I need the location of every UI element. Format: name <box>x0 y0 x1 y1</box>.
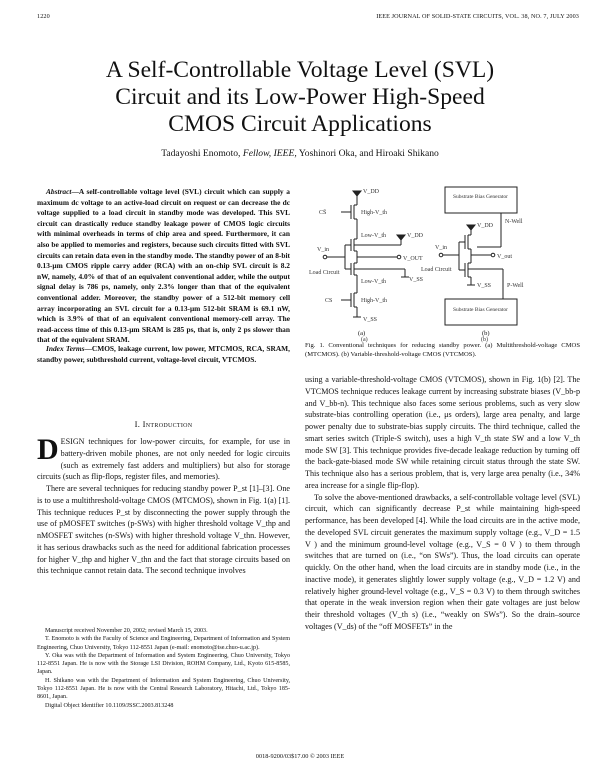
fig-a-sublabel: (a) <box>361 337 368 343</box>
title-line-1: A Self-Controllable Voltage Level (SVL) <box>105 57 495 83</box>
copyright-footer: 0018-9200/03$17.00 © 2003 IEEE <box>255 753 345 760</box>
section-heading-introduction <box>37 419 290 429</box>
fig-a-vdd-label: V_DD <box>363 189 379 195</box>
footnote-manuscript: Manuscript received November 20, 2002; revised March 15, 2003. <box>45 628 208 634</box>
fig-a-cs-label: CS <box>325 298 333 304</box>
fig-a-load-circuit-label: Load Circuit <box>309 270 340 276</box>
section-number: I. <box>134 419 141 429</box>
footnotes <box>37 627 290 710</box>
section-title: Introduction <box>142 419 193 429</box>
index-terms <box>37 344 290 365</box>
fig-b-nwell-label: N-Well <box>505 219 523 225</box>
fig-b-bottom-box-label: Substrate Bias Generator <box>453 307 508 313</box>
author-1-title: Fellow, IEEE, <box>242 148 297 159</box>
fig-b-vdd-label: V_DD <box>477 223 493 229</box>
intro-paragraph-1: ESIGN techniques for low-power circuits, for example, for use in battery-driven mobile phones, are not only needed for logic circuits (such as extremely fast adders and multipliers) but also for storage circuits (such as flip-flops, register files, and memories). <box>37 437 290 482</box>
fig-a-vss-label: V_SS <box>363 317 378 323</box>
fig-b-load-circuit-label: Load Circuit <box>421 267 452 273</box>
footnote-author-1: T. Enomoto is with the Faculty of Science and Engineering, Department of Information and System Engineering, Chuo University, Tokyo 112-8551 Japan (e-mail: enomoto@ise.chuo-u.ac.jp). <box>37 636 290 651</box>
figure-1-caption: Fig. 1. Conventional techniques for reducing standby power. (a) Multithreshold-voltage CMOS (MTCMOS). (b) Variable-threshold-voltage CMOS (VTCMOS). <box>305 342 580 358</box>
fig-b-vin-label: V_in <box>435 245 447 251</box>
fig-a-csbar-label: CS̄ <box>319 210 327 216</box>
journal-running-head: IEEE JOURNAL OF SOLID-STATE CIRCUITS, VOL. 38, NO. 7, JULY 2003 <box>376 13 579 20</box>
fig-a-vbn-label: V_SS <box>409 277 424 283</box>
abstract-text: —A self-controllable voltage level (SVL) circuit which can supply a maximum dc voltage to an active-load circuit on request or can decrease the dc voltage supplied to a load circuit in standby mode was developed. This SVL circuit can drastically reduce standby leakage power of CMOS logic circuits with minimal overheads in terms of chip area and speed. Furthermore, it can also be applied to memories and registers, because such circuits fitted with SVL circuits can retain data even in the standby mode. The standby power of an 8-bit 0.13-μm CMOS ripple carry adder (RCA) with an on-chip SVL circuit is 8.2 nW, namely, 4.0% of that of an equivalent conventional adder, while the output signal delay is 786 ps, namely, only 2.3% longer than that of the equivalent conventional adder. Moreover, the standby power of a 512-bit memory cell array incorporating an SVL circuit for a 0.13-μm 512-bit SRAM is 69.1 nW, which is 3.9% of that of an equivalent conventional memory-cell array. The read-access time of this 0.13-μm SRAM is 285 ps, that is, only 2 ps slower than that of the equivalent SRAM. <box>37 187 291 345</box>
fig-a-high-vth-p-label: High-V_th <box>361 210 387 216</box>
right-column-body <box>305 374 580 633</box>
other-authors: Yoshinori Oka, and Hiroaki Shikano <box>298 148 439 159</box>
index-terms-text: —CMOS, leakage current, low power, MTCMOS, RCA, SRAM, standby power, subthreshold current, voltage-level circuit, VTCMOS. <box>37 344 290 364</box>
figure-1a-label: (a) <box>358 330 366 337</box>
drop-cap: D <box>37 433 59 466</box>
paragraph-vtcmos: using a variable-threshold-voltage CMOS (VTCMOS), shown in Fig. 1(b) [2]. The VTCMOS technique reduces leakage current by increasing substrate biases (V_bb-p and V_bb-n). This technique also faces some serious problems, such as very slow substrate-bias controlling operation (i.e., μs orders), large area penalty, and large power penalty due to substrate-bias supply circuits. The third technique, called the smart series switch (Triple-S switch), uses a high V_th state SW and a low V_th mode SW [3]. This technique provides five-decade leakage reduction by turning off the back-gate-biased mode SW while retaining circuit status through the state SW. This technique also has a serious problem, that is, very large area penalty (i.e., 34% area increase for a single flip-flop). <box>305 375 580 490</box>
page-number: 1220 <box>37 13 50 20</box>
fig-b-top-box-label: Substrate Bias Generator <box>453 194 508 200</box>
paper-title <box>0 57 600 138</box>
abstract-label: Abstract <box>46 187 72 196</box>
footnote-doi: Digital Object Identifier 10.1109/JSSC.2003.813248 <box>45 702 174 709</box>
figure-1 <box>305 183 580 343</box>
fig-b-sublabel: (b) <box>481 337 488 343</box>
paragraph-svl: To solve the above-mentioned drawbacks, a self-controllable voltage level (SVL) circuit, which can significantly decrease P_st while maintaining high-speed performance, has been developed [4]. While the load circuits are in the active mode, the developed SVL circuit generates the maximum supply voltage (e.g., V_D = 1.5 V ) and the minimum ground-level voltage (e.g., V_S = 0 V ) to them through switches that are turned on (i.e., “on SWs”). Thus, the load circuits can operate quickly. On the other hand, when the load circuits are in standby mode (i.e., in the inactive mode), it generates slightly lower supply voltage (e.g., V_D = 1.2 V) and relatively higher ground-level voltage (e.g., V_S = 0.3 V) to them through switches that operate in the weak inversion region when their gate voltages are just below their threshold voltages (V_th s) (i.e., “weakly on SWs”). So the drain–source voltages (V_ds) of the “off MOSFETs” in the <box>305 492 580 631</box>
fig-a-low-vth-p-label: Low-V_th <box>361 233 386 239</box>
footnote-author-3: H. Shikano was with the Department of Information and System Engineering, Chuo University, Tokyo 112-8551 Japan. He is now with the Central Research Laboratory, Hitachi, Ltd., Tokyo 185-8601, Japan. <box>37 677 290 701</box>
fig-a-vbp-label: V_DD <box>407 233 423 239</box>
figure-1b-label: (b) <box>482 330 490 337</box>
index-terms-label: Index Terms <box>46 344 85 353</box>
fig-b-vout-label: V_out <box>497 254 512 260</box>
abstract <box>37 187 290 346</box>
fig-a-vin-label: V_in <box>317 247 329 253</box>
fig-b-vss-label: V_SS <box>477 283 492 289</box>
fig-a-vout-label: V_OUT <box>403 256 423 262</box>
fig-b-pwell-label: P-Well <box>507 283 524 289</box>
footnote-author-2: Y. Oka was with the Department of Information and System Engineering, Chuo University, Tokyo 112-8551 Japan. He is now with the Storage LSI Division, ROHM Company, Ltd., Kyoto 615-8585, Japan. <box>37 652 290 676</box>
author-1: Tadayoshi Enomoto, <box>161 148 241 159</box>
circuit-diagrams <box>305 183 580 343</box>
introduction-body <box>37 433 290 577</box>
title-line-3: CMOS Circuit Applications <box>168 111 432 137</box>
intro-paragraph-2: There are several techniques for reducing standby power P_st [1]–[3]. One is to use a multithreshold-voltage CMOS (MTCMOS), shown in Fig. 1(a) [1]. This technique reduces P_st by disconnecting the power supply through the use of pMOSFET switches (p-SWs) with higher threshold voltage V_thp and nMOSFET switches (n-SWs) with higher threshold voltage V_thn. However, it has serious drawbacks such as the need for additional fabrication processes for higher V_thp and higher V_thn and the fact that storage circuits based on this technique cannot retain data. The second technique involves <box>37 484 290 576</box>
fig-a-high-vth-n-label: High-V_th <box>361 298 387 304</box>
fig-a-low-vth-n-label: Low-V_th <box>361 279 386 285</box>
title-line-2: Circuit and its Low-Power High-Speed <box>115 84 485 110</box>
author-list <box>0 148 600 159</box>
